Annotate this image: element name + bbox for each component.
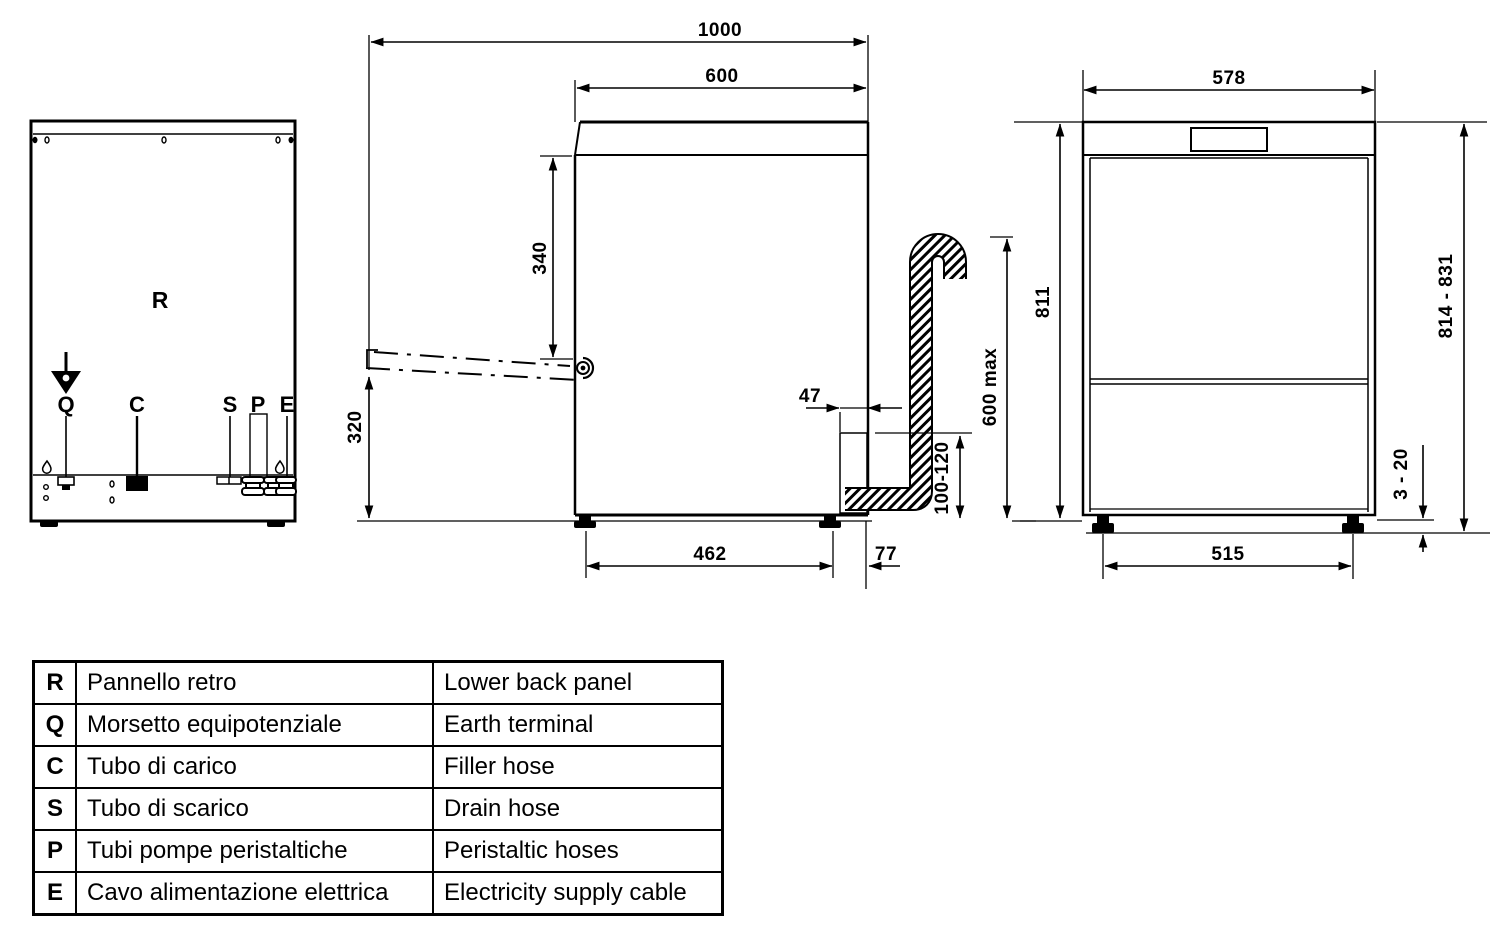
legend-key: P — [34, 830, 77, 872]
dim-drain-offset: 47 — [798, 386, 822, 407]
legend-key: Q — [34, 704, 77, 746]
dim-top-to-door: 340 — [530, 241, 551, 275]
legend-key: S — [34, 788, 77, 830]
legend-english: Electricity supply cable — [433, 872, 723, 915]
table-row — [34, 788, 723, 830]
dim-drain-max-height: 600 max — [980, 347, 1001, 427]
label-back-panel-r: R — [151, 287, 169, 313]
table-row — [34, 872, 723, 915]
legend-italian: Cavo alimentazione elettrica — [76, 872, 433, 915]
earth-terminal — [58, 477, 74, 490]
legend-key: R — [34, 662, 77, 705]
screw-holes — [33, 137, 294, 143]
control-display — [1191, 128, 1267, 151]
dim-feet-adjust: 3 - 20 — [1391, 448, 1412, 500]
dim-total-height: 814 - 831 — [1436, 253, 1457, 339]
dim-front-width: 578 — [1212, 68, 1246, 89]
supply-cable-connector — [276, 477, 296, 495]
label-q: Q — [57, 392, 75, 417]
legend-italian: Pannello retro — [76, 662, 433, 705]
legend-english: Drain hose — [433, 788, 723, 830]
dim-drain-min-height: 100-120 — [932, 441, 953, 515]
label-e: E — [279, 392, 295, 417]
dim-back-overhang: 77 — [874, 544, 898, 565]
door-hinge — [577, 358, 593, 378]
back-foot-right — [267, 521, 285, 527]
label-s: S — [222, 392, 238, 417]
dim-body-depth: 600 — [705, 66, 739, 87]
front-extension-lines — [1014, 70, 1487, 579]
dim-front-feet-span: 515 — [1211, 544, 1245, 565]
legend-english: Earth terminal — [433, 704, 723, 746]
label-c: C — [129, 392, 145, 417]
label-p: P — [250, 392, 266, 417]
table-row — [34, 830, 723, 872]
filler-hose-connector — [126, 476, 148, 491]
legend-english: Lower back panel — [433, 662, 723, 705]
earth-arrow-icon — [51, 352, 81, 394]
front-view — [1014, 70, 1490, 579]
droplet-icon — [276, 461, 284, 473]
legend-italian: Morsetto equipotenziale — [76, 704, 433, 746]
table-row — [34, 704, 723, 746]
legend-italian: Tubo di carico — [76, 746, 433, 788]
legend-italian: Tubi pompe peristaltiche — [76, 830, 433, 872]
back-foot-left — [40, 521, 58, 527]
open-door-line — [366, 352, 578, 380]
droplet-icon — [43, 461, 51, 473]
legend-english: Filler hose — [433, 746, 723, 788]
drain-hose-connector — [217, 477, 241, 484]
side-body — [575, 122, 868, 515]
vent-holes — [44, 481, 114, 503]
front-feet — [1092, 515, 1364, 533]
dim-total-depth: 1000 — [697, 20, 743, 41]
dim-body-height: 811 — [1033, 285, 1054, 319]
leader-p — [250, 414, 267, 477]
legend-key: C — [34, 746, 77, 788]
legend-italian: Tubo di scarico — [76, 788, 433, 830]
legend-table — [32, 660, 724, 916]
legend-english: Peristaltic hoses — [433, 830, 723, 872]
back-panel-view — [31, 121, 296, 527]
back-panel-outline — [31, 121, 295, 521]
legend-key: E — [34, 872, 77, 915]
dim-door-to-floor: 320 — [345, 410, 366, 444]
front-body — [1083, 122, 1375, 515]
table-row — [34, 746, 723, 788]
table-row — [34, 662, 723, 705]
dim-side-feet-span: 462 — [693, 544, 727, 565]
